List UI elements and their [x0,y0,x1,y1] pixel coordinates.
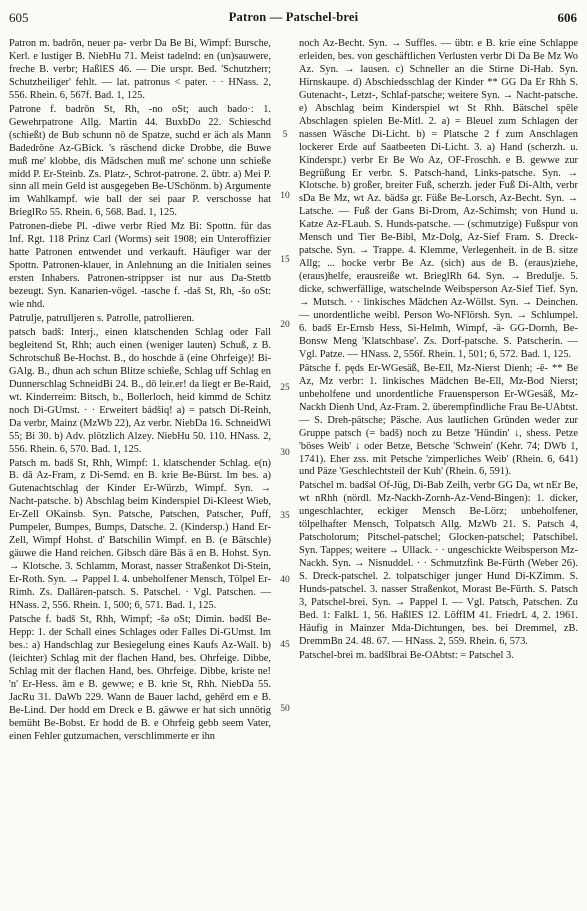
entry-patronen-diebe: Patronen-diebe Pl. -diwe verbr Ried Mz Bi: Spottn. für das Inf. Rgt. 118 Prinz Carl (Worms) seit 1908; ein Unteroffizier hatte Patronen entwendet und verkauft. Häufiger war der Spottn. Patronen-klauer, in Anlehnung an die Initialen seines ersten Inhabers. Patronen-strippser ist nur aus Da-Stettb bezeugt. Syn. Kanarien-vögel. -tasche f. -daš St, Rh, -šo oSt: wie nhd. [9,221,271,311]
line-number: 45 [280,640,290,650]
entry-patsch-m: Patsch m. badš St, Rhh, Wimpf: 1. klatschender Schlag. e(n) B. dā Az-Fram, z Di-Semd. en B. krie Be-Bürst. Im bes. a) Gutenachtschlag der Kinder Er-Würzb, Wimpf. Syn. → Nacht-patsche. b) Abschlag beim Kinderspiel Di-Kleest Wieb, Er-Zell OKainsb. Syn. Patsche, Patschen, Patscher, Puff, Pumpeler, Bumpes, Bumps, Datsche. 2. (Kindersp.) Hand Er-Zell, Wimpf Hohst. d' Batschilin Wimpf. en B. (e Bätschle) gäuwe die Hand reichen. Gibsch däre Bäs ā en B. Hohst. Syn. → Klotsche. 3. Schlamm, Morast, nasser Straßenkot Di-Stein, Er-Roth. Syn. → Pappel I. 4. unbeholfener Mensch, Tölpel Er-Rimh. Zs. Dallären-patsch. S. Patschel. · Vgl. Patschen. — HNass. 2, 556. Rhein. 1, 500; 6, 571. Bad. 1, 125. [9,457,271,611]
page-number-right: 606 [557,10,577,25]
line-number: 25 [280,383,290,393]
line-number: 20 [280,320,290,330]
entry-patrone: Patrone f. badrōn St, Rh, -no oSt; auch bado·: 1. Gewehrpatrone Allg. Martin 44. BuxbDo 22. Schieschd (schießt) de Bub schunn nō de Spatze, suchd er äch als Mann Badedrōne Az-GBick. 's räschend dicke Drobbe, die Buwe muß me' klobbe, dis Mädschen muß me' schone unn schieße midd P. Er-Steinb. Zs. Platz-, Schrot-patrone. 2. übtr. a) Mei P. sinn all mein Geld ist ausgegeben Be-USchönm. b) Argumente im Wahlkampf. wie ball der sei paar P. verschosse hat BrieglRo 55. Rhein. 6, 568. Bad. 1, 125. [9,103,271,219]
entry-patron: Patron m. badrōn, neuer pa- verbr Da Be Bi, Wimpf: Bursche, Kerl. e lustiger B. NiebHu 71. Meist tadelnd: en (un)sauwere, freche B. verbr; HaßlES 46. — Die urspr. Bed. 'Schutzherr; Schutzheiliger' fehlt. — lat. patronus < pater. · · HNass. 2, 556. Rhein. 6, 567f. Bad. 1, 125. [9,38,271,101]
line-number: 5 [282,130,288,140]
entry-patschel-brei: Patschel-brei m. badšlbrai Be-OAbtst: = Patschel 3. [299,649,514,661]
left-column [9,38,271,904]
running-head: Patron — Patschel-brei [228,10,359,24]
page-header [0,0,587,34]
right-column [299,38,578,904]
line-number: 30 [280,448,290,458]
line-number: 40 [280,575,290,585]
line-numbers [274,38,296,904]
line-number: 50 [280,704,290,714]
entry-paetsche: Pätsche f. pęds Er-WGesäß, Be-Ell, Mz-Nierst Dienh; -ē- ** Be Az, Mz verbr: 1. linkisches Mädchen Be-Ell, Mz-Bod Nierst; unbeholfene und unordentliche Frauensperson Er-WGesäß, Mz-Nackh Dienh Und, Az-Fram. 2. überempfindliche Frau Be-UAbtst. — S. Dreh-pätsche; Päsche. Aus lautlichen Gründen weder zur Gruppe patsch (= badš) noch zu Betze 'Hündin' ↓, shess. Petze 'böses Weib' ↓ oder Betze, Betsche 'Schwein' (Kehr. 74; DWb 1, 1741). Eher zss. mit Petsche 'zimperliches Weib' (Rhein. 6, 641) und Päze 'Geschlechtsteil der Kuh' (Rhein. 6, 591). [299,362,578,478]
entry-patschel: Patschel m. badšəl Of-Jüg, Di-Bab Zeilh, verbr GG Da, wt nEr Be, wt nRhh (nördl. Mz-Nackh-Zornh-Az-Vend-Bingen): 1. dicker, ungeschlachter, eckiger Mensch Be-Lörz; unbeholfener, tölpelhafter Mensch, Tolpatsch Allg. MzWb 21. S. Patsch 4, Patscholorum; Pitschel-patschel; Glocken-patschel; Patschibel. Syn. Tappes; weitere → Ullack. · · ungeschickte Weibsperson Mz-Nackh. Syn. → Nisnuddel. · · Schmutzfink Be-Fürth (Weber 26). S. Dreck-patschel. 2. tolpatschiger junger Hund Di-KZimm. S. Hunds-patschel. 3. nasser Straßenkot, Morast Be-Fürth. S. Patsch 3, Patschel-brei. Syn. → Pappel I. — Vgl. Patsch, Patschen. Zu Bed. 1: FalkL 1, 56. HaßlES 12. LöffIM 41. FriedrL 4, 2. 1961. Häufig in Mainzer Mda-Dichtungen, bes. bei Dremmel, zB. DremmBn 24. 48. 67. — HNass. 2, 559. Rhein. 6, 573. [299,480,578,647]
page-number-left: 605 [9,10,29,25]
entry-patrulje: Patrulje, patrulljeren s. Patrolle, patrollieren. [9,313,195,325]
line-number: 15 [280,255,290,265]
line-number: 10 [280,191,290,201]
entry-patsche-continued: noch Az-Becht. Syn. → Suffles. — übtr. e B. krie eine Schlappe erleiden, bes. von geschäftlichen Verlusten verbr Di Da Be Mz Wo Az. Syn. → lausen. c) Schneller an die Stirne Di-Hab. Syn. Hirnskaupe. d) Abschiedsschlag der Kinder ** GG Da Er Rhh S. Gutenacht-, Letzt-, Schlaf-patsche; weitere Syn. → Nacht-patsche. e) Abschlag beim Kinderspiel wt St Rhh. Bätschel spēle Abschlagen spielen Be-Mitl. 2. a) = Bleuel zum Schlagen der nassen Wäsche Di-Licht. b) = Platsche 2 f zum Anschlagen lockerer Erde auf Saatbeeten Di-Licht. 3. a) Hand (scherzh. u. Kinderspr.) verbr Er Be Wo Az, OF-Froschh. e B. gewwe zur Begrüßung Er verbr. S. Patsch-hand, Links-patsche. Syn. → Klotsche. b) großer, breiter Fuß, scherzh. jeder Fuß Di-Alth, verbr sDa Be Mz, wt Az. bädšə gr. Füße Be-Lorsch, Az-Becht. Syn. → Latsche. — Fuß der Gans Bi-Drom, Az-Schimsh; von Hund u. Katze Az-FLaub. S. Hunds-patsche. — (schmutzige) Fußspur von Mensch und Tier Be-Bibl, Mz-Dolg, Az-Sief Fram. S. Dreck-patsche. Syn. → Trappe. 4. Klemme, Verlegenheit. in de B. sitze Allg; ... hocke verbr Be Az. (sich) aus de B. (eraus)ziehe, (eraus)helfe, erausreiße wt. BrieglRh 64. Syn. → Bredulje. 5. dicke, schwerfällige, watschelnde Weibsperson Az-Sief Tief. Syn. → Mutsch. · · linkisches Mädchen Az-Wöllst. Syn. → Deinchen. — unordentliche weibl. Person Wo-NFlörsh. Syn. → Schlumpel. 6. badš Er-Ernsb Hess, Si-Helmh, Wimpf, -ä- GG-Dornh, Be-Bonsw Meng 'Klatschbase'. Zs. Dorf-patsche. S. Patscherin. — Vgl. Patze. — HNass. 2, 556f. Rhein. 1, 501; 6, 572. Bad. 1, 125. [299,38,578,360]
line-number: 35 [280,511,290,521]
entry-patsche: Patsche f. badš St, Rhh, Wimpf; -šə oSt; Dimin. bədšl Be-Hepp: 1. der Schall eines Schlages oder Falles Di-GUmst. Im bes.: a) Handschlag zur Besiegelung eines Kaufs Az-Wall. b) (leichter) Schlag mit der flachen Hand, bes. Ohrfeige. Dibbe, Schlag mit der flachen Hand, bes. Ohrfeige. Dibbe, kriste ne! 'n' Er-Hess. ām e B. gewwe; e B. krie St, Rhh. NiebDa 55. JacRu 31. DaWb 229. Wann de Bauer lachd, gehērd em e B. Be-Lind. Der hodd em Dreck e B. gäwwe er hat sich unnötig bemüht Be-Bobst. Er hodd de B. e Ohrfeig gebb seem Vater, einen Fehler gutzumachen, verschlimmerte er ihn [9,613,271,742]
entry-patsch-interj: patsch badš: Interj., einen klatschenden Schlag oder Fall begleitend St, Rhh; auch einen (weniger lauten) Schuß, z B. Schrotschuß Be-Hochst. B., do hoschde ā (eine Ohrfeige)! Bi-GAlg. B., dhun ach schun Blitze schieße, Schlag uff Schlag en Dunnerschlag SchneidBi 24. B., dō leir.er! da liegt er Be-Raid, wt. Kinderreim: Bitsch, b., Bollerloch, heid kimmd de Schitz noch Di-GUmst. · · Erweitert bádšiq! a) = patsch Di-Reinh, Da verbr, Mainz (MzWb 22), Az verbr. NiebDa 16. SchneidWi 55; Bi 30. b) Adv. plötzlich Alzey. NiebHu 50. 110. HNass. 2, 556. Rhein. 6, 570. Bad. 1, 125. [9,326,271,455]
